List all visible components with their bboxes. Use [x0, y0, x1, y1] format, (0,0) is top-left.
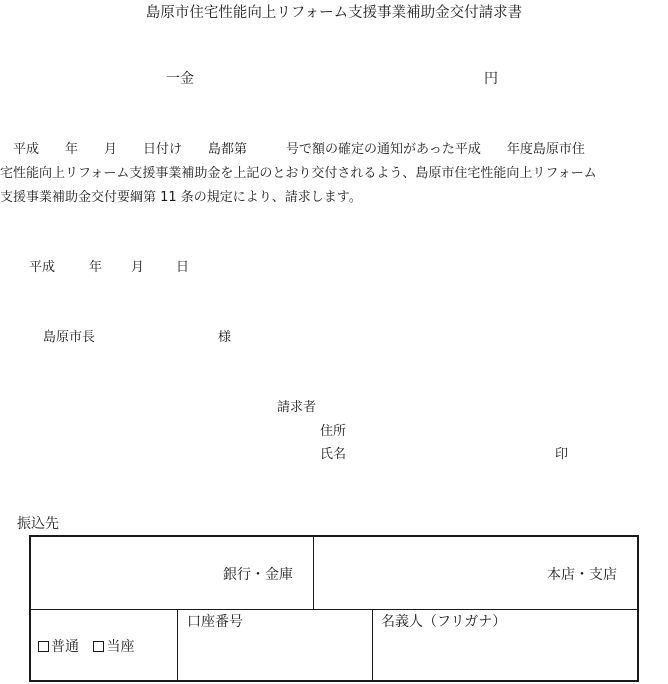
- bank-name-cell-label: 銀行・金庫: [223, 567, 293, 583]
- requester-address-label: 住所: [320, 424, 347, 439]
- checkbox-icon[interactable]: [93, 641, 104, 652]
- body-line-2: 宅性能向上リフォーム支援事業補助金を上記のとおり交付されるよう、島原市住宅性能向上リフォーム: [0, 166, 597, 181]
- account-type-ordinary[interactable]: 普通: [38, 639, 79, 655]
- table-column-divider: [177, 609, 178, 680]
- addressee-honorific: 様: [218, 330, 232, 345]
- request-body-text: [0, 138, 668, 210]
- account-holder-label: 名義人（フリガナ）: [381, 614, 507, 630]
- requester-label: 請求者: [277, 400, 317, 415]
- account-number-label: 口座番号: [187, 614, 243, 630]
- date-era: 平成: [29, 260, 56, 275]
- account-type-options: [38, 638, 134, 656]
- page-title: 島原市住宅性能向上リフォーム支援事業補助金交付請求書: [145, 5, 523, 21]
- body-line-1: 平成 年 月 日付け 島都第 号で額の確定の通知があった平成 年度島原市住: [13, 142, 585, 157]
- table-column-divider: [372, 609, 373, 680]
- requester-name-label: 氏名: [320, 447, 347, 462]
- bank-account-table: [29, 535, 639, 682]
- seal-mark: 印: [555, 447, 569, 462]
- date-day: 日: [176, 260, 190, 275]
- date-year: 年: [89, 260, 103, 275]
- amount-prefix: 一金: [166, 71, 194, 87]
- addressee-name: 島原市長: [43, 330, 96, 345]
- table-column-divider: [313, 537, 314, 609]
- branch-cell-label: 本店・支店: [547, 567, 617, 583]
- date-month: 月: [131, 260, 145, 275]
- checkbox-icon[interactable]: [38, 641, 49, 652]
- account-type-checking[interactable]: 当座: [93, 639, 134, 655]
- table-row-divider: [31, 609, 637, 610]
- body-line-3: 支援事業補助金交付要綱第 11 条の規定により、請求します。: [0, 190, 362, 205]
- amount-unit: 円: [484, 71, 498, 87]
- transfer-label: 振込先: [17, 516, 59, 532]
